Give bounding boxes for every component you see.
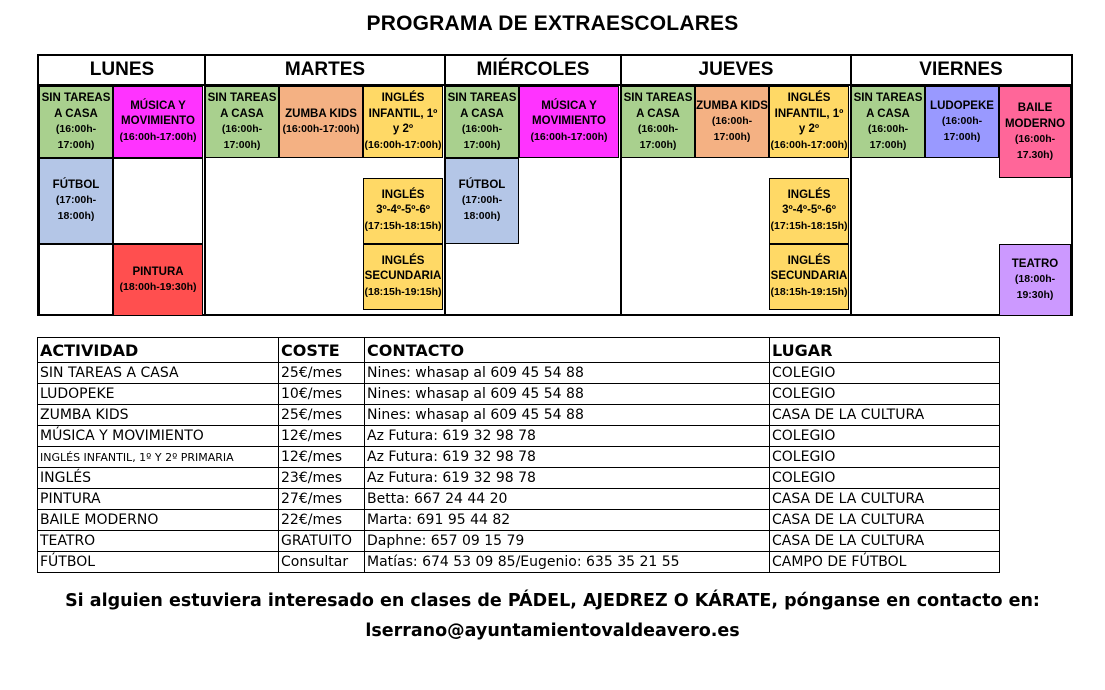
empty-cell [113,158,203,244]
activity-cell-teatro [999,244,1071,316]
activity-cell-ingles-secundaria [769,244,849,310]
cell-place: CASA DE LA CULTURA [770,489,1000,510]
column-header: ACTIVIDAD [38,338,279,363]
activity-time: (16:00h-17.30h) [1014,133,1056,161]
activity-cell-zumba [279,86,363,158]
table-row [38,405,1000,426]
cell-place: COLEGIO [770,426,1000,447]
activity-time: (16:00h-17:00h) [867,123,909,151]
cell-activity: PINTURA [38,489,279,510]
activity-time: (17:00h-18:00h) [55,194,97,222]
activity-time: (16:00h-17:00h) [221,123,263,151]
cell-place: CAMPO DE FÚTBOL [770,552,1000,573]
activity-name: FÚTBOL [52,178,100,191]
activity-time: (18:15h-19:15h) [770,285,848,298]
activity-time: (16:00h-17:00h) [941,115,983,143]
table-row [38,447,1000,468]
activity-time: (18:00h-19:30h) [119,281,197,293]
cell-cost: 27€/mes [279,489,365,510]
cell-activity: ZUMBA KIDS [38,405,279,426]
table-header-row [38,338,1000,363]
activity-name: INGLÉS SECUNDARIA [770,254,848,283]
cell-activity: MÚSICA Y MOVIMIENTO [38,426,279,447]
day-header-jueves: JUEVES [621,56,851,86]
cell-contact: Matías: 674 53 09 85/Eugenio: 635 35 21 55 [365,552,770,573]
activity-name: SIN TAREAS A CASA [623,92,693,120]
cell-cost: 22€/mes [279,510,365,531]
activity-time: (16:00h-17:00h) [637,123,679,151]
cell-activity: TEATRO [38,531,279,552]
activity-cell-futbol [39,158,113,244]
cell-cost: 12€/mes [279,447,365,468]
activity-cell-ingles-secundaria [363,244,443,310]
activity-time: (16:00h-17:00h) [364,138,442,151]
column-header: CONTACTO [365,338,770,363]
cell-cost: GRATUITO [279,531,365,552]
activity-cell-ludopeke [925,86,999,158]
cell-cost: 10€/mes [279,384,365,405]
cell-place: CASA DE LA CULTURA [770,510,1000,531]
activity-time: (18:15h-19:15h) [364,285,442,298]
page-title: PROGRAMA DE EXTRAESCOLARES [366,12,739,35]
activity-name: INGLÉS SECUNDARIA [364,254,442,283]
empty-cell [39,244,113,316]
cell-activity: FÚTBOL [38,552,279,573]
cell-contact: Az Futura: 619 32 98 78 [365,468,770,489]
day-header-miercoles: MIÉRCOLES [445,56,621,86]
activity-time: (16:00h-17:00h) [461,123,503,151]
activity-name: INGLÉS 3º-4º-5º-6º [782,188,836,217]
cell-activity: INGLÉS INFANTIL, 1º Y 2º PRIMARIA [38,447,279,468]
activity-cell-ingles-3456 [769,178,849,244]
day-header-martes: MARTES [205,56,445,86]
cell-place: COLEGIO [770,468,1000,489]
activity-name: MÚSICA Y MOVIMIENTO [532,99,606,128]
table-row [38,552,1000,573]
activity-name: INGLÉS INFANTIL, 1º y 2º [368,92,438,135]
table-row [38,384,1000,405]
cell-contact: Betta: 667 24 44 20 [365,489,770,510]
cell-cost: 25€/mes [279,405,365,426]
cell-contact: Az Futura: 619 32 98 78 [365,426,770,447]
cell-contact: Marta: 691 95 44 82 [365,510,770,531]
activity-cell-ingles-infantil [769,86,849,158]
activity-cell-sin-tareas [445,86,519,158]
activity-time: (16:00h-17:00h) [55,123,97,151]
activity-cell-musica [113,86,203,158]
table-row [38,468,1000,489]
activity-name: SIN TAREAS A CASA [853,92,923,120]
activity-time: (16:00h-17:00h) [119,130,197,143]
table-row [38,510,1000,531]
cell-cost: 12€/mes [279,426,365,447]
cell-contact: Nines: whasap al 609 45 54 88 [365,384,770,405]
activity-name: ZUMBA KIDS [696,99,768,112]
activity-name: LUDOPEKE [930,99,994,112]
activity-cell-sin-tareas [39,86,113,158]
activity-name: PINTURA [132,265,184,278]
activity-name: TEATRO [1011,257,1059,270]
activity-cell-musica [519,86,619,158]
cell-place: CASA DE LA CULTURA [770,405,1000,426]
activity-time: (16:00h-17:00h) [282,123,360,135]
activity-cell-ingles-infantil [363,86,443,158]
activity-time: (16:00h-17:00h) [530,130,608,143]
cell-cost: 25€/mes [279,363,365,384]
activity-name: INGLÉS INFANTIL, 1º y 2º [774,92,844,135]
cell-contact: Az Futura: 619 32 98 78 [365,447,770,468]
cell-place: COLEGIO [770,447,1000,468]
activity-time: (17:15h-18:15h) [364,219,442,232]
activity-cell-zumba [695,86,769,158]
activity-name: SIN TAREAS A CASA [207,92,277,120]
cell-cost: 23€/mes [279,468,365,489]
cell-activity: BAILE MODERNO [38,510,279,531]
activity-name: SIN TAREAS A CASA [447,92,517,120]
contact-email[interactable]: lserrano@ayuntamientovaldeavero.es [365,621,740,641]
activity-cell-sin-tareas [621,86,695,158]
activity-time: (16:00h-17:00h) [770,138,848,151]
table-row [38,363,1000,384]
cell-activity: LUDOPEKE [38,384,279,405]
activity-cell-sin-tareas [205,86,279,158]
footer-notice: Si alguien estuviera interesado en clases de PÁDEL, AJEDREZ O KÁRATE, pónganse en contacto en: [65,591,1040,611]
cell-place: CASA DE LA CULTURA [770,531,1000,552]
activity-name: FÚTBOL [458,178,506,191]
cell-place: COLEGIO [770,384,1000,405]
activities-info-table [37,337,1000,573]
column-header: COSTE [279,338,365,363]
schedule-grid [37,54,1073,316]
activity-time: (17:00h-18:00h) [461,194,503,222]
table-row [38,426,1000,447]
activity-cell-futbol [445,158,519,244]
activity-cell-sin-tareas [851,86,925,158]
activity-cell-pintura [113,244,203,316]
activity-time: (17:15h-18:15h) [770,219,848,232]
day-header-lunes: LUNES [39,56,205,86]
activity-name: MÚSICA Y MOVIMIENTO [121,99,195,128]
cell-contact: Nines: whasap al 609 45 54 88 [365,363,770,384]
activity-name: INGLÉS 3º-4º-5º-6º [376,188,430,217]
activity-time: (16:00h-17:00h) [711,115,753,143]
cell-place: COLEGIO [770,363,1000,384]
activity-name: BAILE MODERNO [1004,102,1066,130]
cell-cost: Consultar [279,552,365,573]
day-header-viernes: VIERNES [851,56,1071,86]
activity-name: ZUMBA KIDS [285,107,357,120]
activity-name: SIN TAREAS A CASA [41,92,111,120]
cell-activity: INGLÉS [38,468,279,489]
activity-time: (18:00h-19:30h) [1014,273,1056,301]
cell-contact: Nines: whasap al 609 45 54 88 [365,405,770,426]
column-header: LUGAR [770,338,1000,363]
cell-activity: SIN TAREAS A CASA [38,363,279,384]
cell-contact: Daphne: 657 09 15 79 [365,531,770,552]
activity-cell-baile [999,86,1071,178]
table-row [38,531,1000,552]
activity-cell-ingles-3456 [363,178,443,244]
table-row [38,489,1000,510]
